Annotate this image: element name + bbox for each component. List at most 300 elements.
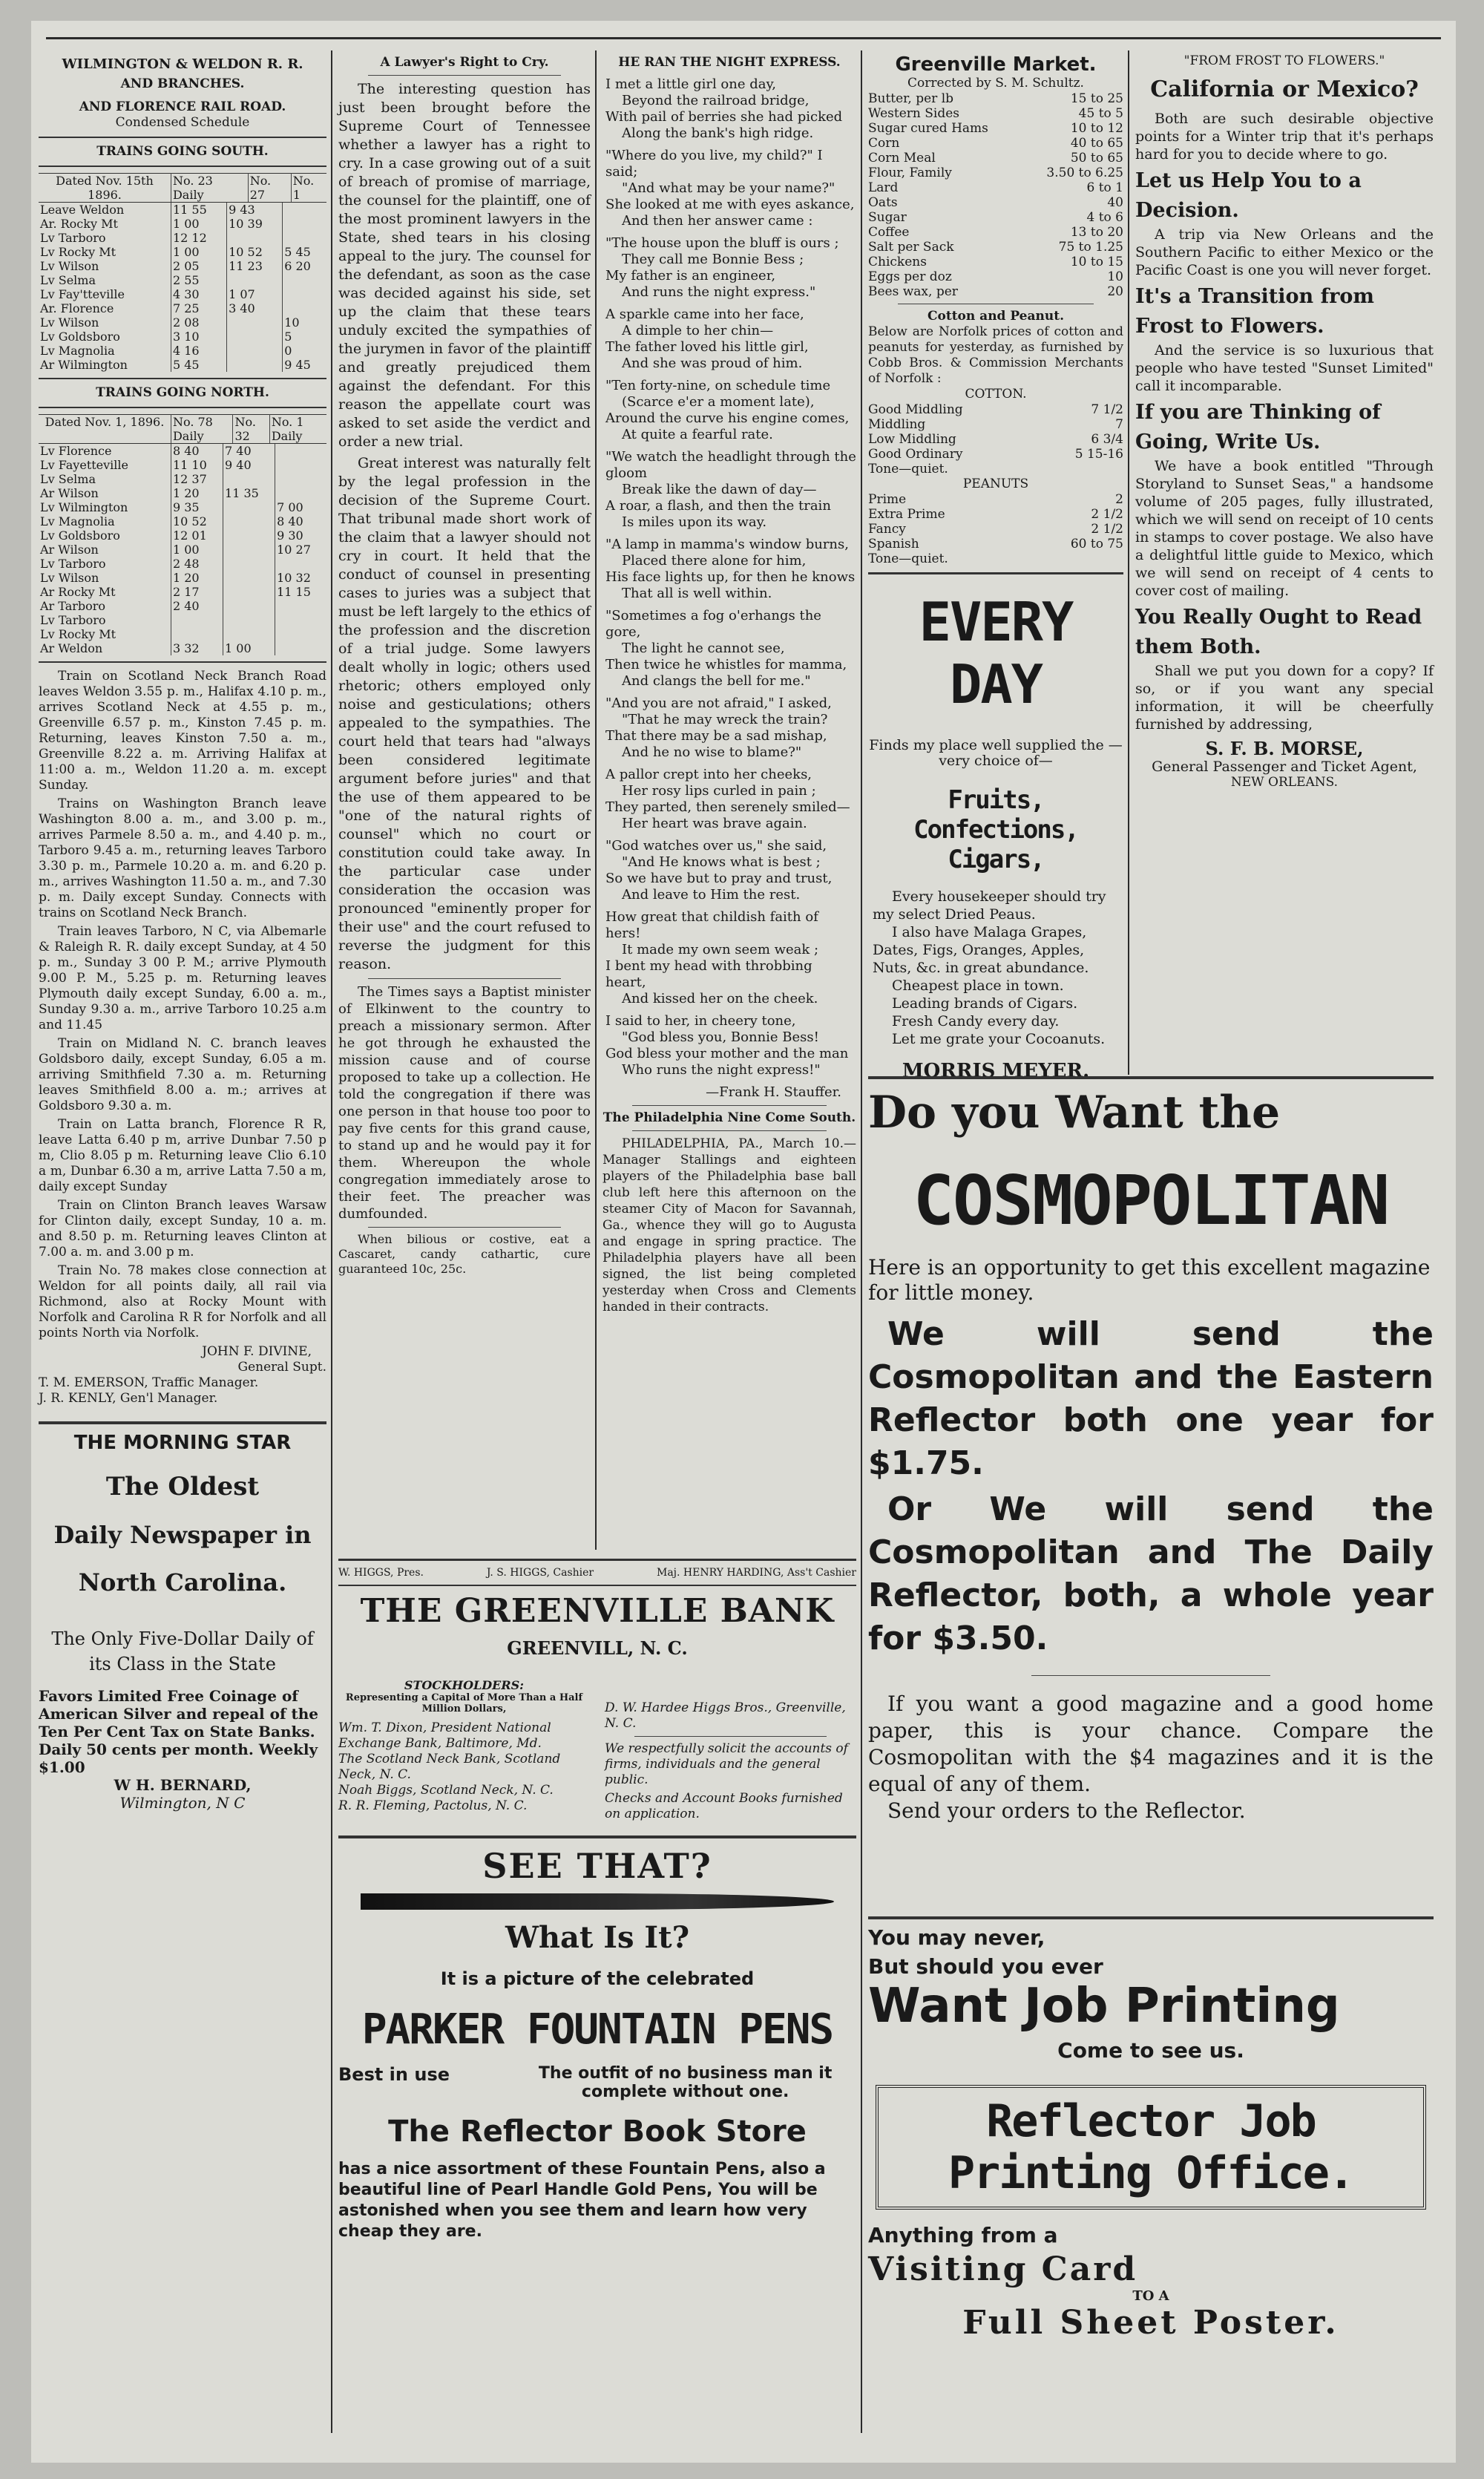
poem-stanza [605,537,856,602]
table-cell [283,231,326,245]
phila-title: The Philadelphia Nine Come South. [603,1110,856,1125]
job-visiting: Visiting Card [868,2250,1138,2288]
price-row [868,210,1123,225]
price-value: 6 to 1 [1086,180,1123,195]
price-row [868,121,1123,136]
table-cell: 10 27 [277,543,311,557]
table-cell: 10 32 [277,571,311,585]
price-item: Salt per Sack [868,240,954,255]
train-notes [39,669,326,1341]
table-cell: 8 40 [277,514,303,528]
poem-line: "We watch the headlight through the gloom [605,449,856,481]
peanut-prices [868,492,1123,566]
sig-divine: JOHN F. DIVINE, [202,1344,312,1359]
price-value: 45 to 5 [1078,106,1123,121]
price-value: 60 to 75 [1070,537,1123,551]
poem [603,76,856,1078]
table-cell: Ar Wilson [39,543,171,557]
table-cell: Lv Wilson [39,315,171,330]
table-cell: Lv Tarboro [39,613,171,627]
meyer-line: Every housekeeper should try my select Dried Peaus. [873,888,1106,923]
cotton-title: Cotton and Peanut. [927,309,1065,324]
table-cell: Ar. Rocky Mt [39,217,171,231]
north-dated: Dated Nov. 1, 1896. [39,415,171,444]
table-row [39,330,326,344]
table-cell [227,330,283,344]
price-item: Sugar cured Hams [868,121,988,136]
poem-line: "God watches over us," she said, [605,838,827,854]
bank-cashier: J. S. HIGGS, Cashier [486,1567,594,1579]
price-item: Tone—quiet. [868,551,948,566]
price-row [868,225,1123,240]
poem-line: Placed there alone for him, [622,553,807,569]
price-row [868,432,1123,447]
poem-line: I met a little girl one day, [605,76,776,92]
market-title: Greenville Market. [895,53,1097,76]
job-should-you: But should you ever [868,1954,1103,1979]
table-cell: 0 [284,344,292,358]
sp-text-4: We have a book entitled "Through Storyland to Sunset Seas," a handsome volume of 205 pages, fully illustrated, which we will send on receipt of 10 cents in stamps to cover postage. We also have a delightful little guide to Mexico, which we will send on receipt of 4 cents to cover cost of mailing. [1135,458,1434,599]
meyer-line: Cheapest place in town. [892,977,1064,994]
table-cell: Leave Weldon [39,203,171,217]
poem-line: "Where do you live, my child?" I said; [605,148,823,180]
price-value: 5 15-16 [1074,447,1123,462]
poem-stanza [605,608,856,690]
price-item: Coffee [868,225,910,240]
market-column [868,50,1123,1082]
store-text: has a nice assortment of these Fountain Pens, also a beautiful line of Pearl Handle Gold Pens, You will be astonished when you see them and learn how very cheap they are. [338,2160,826,2241]
table-cell [227,358,283,372]
table-cell: Ar Tarboro [39,599,171,613]
table-row [39,528,326,543]
job-want: Want Job Printing [868,1979,1340,2034]
best-in-use: Best in use [338,2064,450,2085]
price-row [868,180,1123,195]
table-cell: Lv Selma [39,273,171,287]
lawyer-p1: The interesting question has just been brought before the Supreme Court of Tennessee whether a lawyer has a right to cry. In a case growing out of a suit of breach of promise of marriage, the counsel for the plaintiff, one of the most prominent lawyers in the State, shed tears in his closing appeal to the jury. The counsel for the defendant, as soon as the case was decided against his side, set up the claim that these tears unduly excited the sympathies of the jurymen in favor of the plaintiff and greatly prejudiced them against the defendant. For this reason the appellate court was asked to set aside the verdict and order a new trial. [338,81,591,450]
price-row [868,151,1123,166]
table-cell: 11 55 [171,203,226,217]
poem-line: His face lights up, for then he knows [605,569,856,585]
table-cell [223,613,275,627]
price-value: 50 to 65 [1070,151,1123,166]
table-cell: 11 23 [227,259,283,273]
california-mexico: California or Mexico? [1150,76,1419,102]
poem-line: Then twice he whistles for mamma, [605,657,847,672]
table-cell: 9 40 [223,458,275,472]
poem-stanza [605,76,856,142]
poem-line: (Scarce e'er a moment late), [622,394,815,410]
bank-capital: Representing a Capital of More Than a Half Million Dollars, [345,1692,583,1715]
poem-line: "A lamp in mamma's window burns, [605,537,849,552]
table-cell: 6 20 [284,259,311,273]
poem-stanza [605,767,856,832]
cascaret-ad: When bilious or costive, eat a Cascaret, candy cathartic, cure guaranteed 10c, 25c. [338,1232,591,1276]
poem-line: I said to her, in cheery tone, [605,1013,796,1029]
rr-sub: AND BRANCHES. [120,76,245,91]
outfit: The outfit of no business man it complete without one. [538,2064,833,2101]
table-cell: 10 39 [227,217,283,231]
star-five-dollar: The Only Five-Dollar Daily of its Class in the State [51,1628,314,1674]
bank-asst-cashier: Maj. HENRY HARDING, Ass't Cashier [657,1567,856,1579]
railroad-column [39,50,326,2433]
market-prices [868,91,1123,299]
price-value: 3.50 to 6.25 [1046,166,1123,180]
bank-holder: Wm. T. Dixon, President National Exchange Bank, Baltimore, Md. [338,1720,551,1751]
bank-right [605,1700,856,1822]
cosmo-p2: Send your orders to the Reflector. [887,1798,1246,1823]
bank-staff [338,1567,856,1579]
price-item: Eggs per doz [868,269,952,284]
bank-name: THE GREENVILLE BANK [360,1592,835,1630]
table-cell [223,472,275,486]
poem-line: And she was proud of him. [622,356,803,371]
table-cell: Lv Tarboro [39,557,171,571]
poem-line: And leave to Him the rest. [622,887,801,903]
bank-holder: D. W. Hardee Higgs Bros., Greenville, N. C. [605,1700,846,1731]
column-rule [595,50,597,1550]
bank-left [338,1678,590,1822]
table-cell [223,557,275,571]
poem-line: A dimple to her chin— [622,323,774,338]
table-cell: 7 00 [277,500,303,514]
poem-line: The light he cannot see, [622,641,785,656]
table-cell [275,472,326,486]
poem-line: "And what may be your name?" [622,180,835,196]
star-oldest: The Oldest [105,1472,260,1502]
job-come-see: Come to see us. [1057,2038,1244,2063]
bank-president: W. HIGGS, Pres. [338,1567,424,1579]
poem-title: HE RAN THE NIGHT EXPRESS. [618,55,841,70]
table-cell: 2 40 [171,599,223,613]
table-cell: Lv Magnolia [39,514,171,528]
table-cell: Lv Fay'tteville [39,287,171,301]
table-cell: Lv Wilmington [39,500,171,514]
bank-solicit: We respectfully solicit the accounts of firms, individuals and the general public. [605,1741,848,1787]
poem-line: That all is well within. [622,586,772,601]
train-note: Train No. 78 makes close connection at Weldon for all points daily, all rail via Richmond, also at Rocky Mount with Norfolk and Carolina R R for Norfolk and all points North via Norfolk. [39,1263,326,1340]
table-cell [223,514,275,528]
star-sig: W H. BERNARD, [114,1776,252,1794]
peanut-head: PEANUTS [962,477,1029,491]
poem-stanza [605,235,856,301]
job-may-never: You may never, [868,1925,1045,1950]
south-table: Dated Nov. 15th 1896. No. 23 Daily No. 27 No. 1 [39,173,326,203]
poem-line: They parted, then serenely smiled— [605,799,850,815]
poem-line: "And He knows what is best ; [622,854,821,870]
price-row [868,551,1123,566]
price-value: 40 to 65 [1070,136,1123,151]
table-row [39,273,326,287]
bank-checks: Checks and Account Books furnished on application. [605,1791,843,1821]
poem-line: And clangs the bell for me." [622,673,811,689]
table-cell: 11 10 [171,458,223,472]
table-cell: Ar Wilmington [39,358,171,372]
meyer-line: Let me grate your Cocoanuts. [892,1031,1106,1047]
poem-stanza [605,378,856,443]
poem-stanza [605,695,856,761]
price-value: 7 [1115,417,1123,432]
table-cell: Ar. Florence [39,301,171,315]
price-item: Good Ordinary [868,447,963,462]
poem-line: It made my own seem weak ; [622,942,819,957]
meyer-line: Fresh Candy every day. [892,1013,1060,1029]
see-that: SEE THAT? [482,1846,712,1886]
lawyer-column [338,50,591,1520]
table-row [39,315,326,330]
cotton-head: COTTON. [965,387,1027,402]
star-nc: North Carolina. [78,1568,287,1597]
table-cell: 1 20 [171,486,223,500]
table-cell [283,287,326,301]
north-table: Dated Nov. 1, 1896. No. 78 Daily No. 32 No. 1 Daily [39,414,326,444]
price-item: Oats [868,195,898,210]
price-item: Middling [868,417,926,432]
morse: S. F. B. MORSE, [1205,738,1364,759]
table-cell [227,231,283,245]
table-cell [275,486,326,500]
price-value: 75 to 1.25 [1058,240,1123,255]
table-cell: 1 00 [171,245,226,259]
fountain-pen-illustration [361,1893,834,1910]
price-item: Spanish [868,537,919,551]
bank-holder: Noah Biggs, Scotland Neck, N. C. [338,1783,554,1798]
price-row [868,284,1123,299]
morris-meyer: MORRIS MEYER. [902,1060,1090,1082]
table-cell: 3 10 [171,330,226,344]
table-cell: 3 40 [227,301,283,315]
poem-line: A roar, a flash, and then the train [605,498,831,514]
price-value: 10 to 15 [1070,255,1123,269]
price-row [868,255,1123,269]
bank-pen-section [338,1559,856,2433]
price-row [868,195,1123,210]
sp-text-3: And the service is so luxurious that people who have tested "Sunset Limited" call it incomparable. [1135,342,1434,394]
table-row [39,245,326,259]
table-cell: Ar Rocky Mt [39,585,171,599]
column-rule [331,50,332,2433]
star-loc: Wilmington, N C [119,1794,246,1812]
south-dated: Dated Nov. 15th 1896. [39,174,171,203]
poem-stanza [605,909,856,1007]
table-cell [227,273,283,287]
table-cell: Lv Wilson [39,571,171,585]
meyer-line: I also have Malaga Grapes, Dates, Figs, Oranges, Apples, Nuts, &c. in great abundance. [873,924,1089,976]
meyer-line: Leading brands of Cigars. [892,995,1078,1012]
poem-line: With pail of berries she had picked [605,109,843,125]
poem-stanza [605,1013,856,1078]
poem-line: And kissed her on the cheek. [622,991,818,1006]
price-row [868,447,1123,462]
price-row [868,166,1123,180]
table-cell: Lv Rocky Mt [39,627,171,641]
table-cell: 5 45 [284,245,311,259]
cosmo-offer-2: Or We will send the Cosmopolitan and The Daily Reflector, both, a whole year for $3.50. [868,1490,1434,1657]
poem-line: "Ten forty-nine, on schedule time [605,378,831,393]
table-cell: 9 45 [284,358,311,372]
table-cell: Lv Florence [39,444,171,458]
table-cell: Lv Rocky Mt [39,245,171,259]
table-row [39,571,326,585]
table-cell: Lv Magnolia [39,344,171,358]
table-cell [227,315,283,330]
rr-schedule: Condensed Schedule [115,115,250,130]
sig-divine-title: General Supt. [237,1360,326,1375]
table-row [39,486,326,500]
phila-text: PHILADELPHIA, PA., March 10.—Manager Stallings and eighteen players of the Philadelphia base ball club left here this afternoon on the steamer City of Macon for Savannah, Ga., whence they will go to Augusta and engage in spring practice. The Philadelphia players have all been signed, the list being completed yesterday when Cross and Clements handed in their contracts. [603,1136,856,1314]
column-rule [861,50,862,2433]
table-cell [275,557,326,571]
poem-line: Who runs the night express!" [622,1062,821,1078]
price-item: Good Middling [868,402,963,417]
poem-line: The father loved his little girl, [605,339,809,355]
poem-line: And he no wise to blame?" [622,744,802,760]
price-item: Bees wax, per [868,284,958,299]
newspaper-page [31,21,1456,2463]
table-row [39,472,326,486]
table-cell: 7 40 [223,444,275,458]
table-cell: Ar Wilson [39,486,171,500]
market-sub: Corrected by S. M. Schultz. [907,76,1084,91]
parker-pens: PARKER FOUNTAIN PENS [361,2005,833,2054]
price-row [868,91,1123,106]
table-row [39,259,326,273]
table-cell: 1 00 [171,217,226,231]
price-row [868,462,1123,477]
table-cell: 8 40 [171,444,223,458]
price-item: Flour, Family [868,166,952,180]
poem-line: That there may be a sad mishap, [605,728,827,744]
table-cell: 11 35 [223,486,275,500]
table-cell: Lv Goldsboro [39,528,171,543]
cotton-prices [868,402,1123,477]
table-cell: 1 00 [223,641,275,655]
poem-stanza [605,449,856,531]
fruits: Fruits, Confections, Cigars, [913,785,1078,874]
poem-line: She looked at me with eyes askance, [605,197,855,212]
poem-line: Her heart was brave again. [622,816,807,831]
table-cell: 5 [284,330,292,344]
table-cell: 2 17 [171,585,223,599]
table-cell [223,528,275,543]
poem-line: "The house upon the bluff is ours ; [605,235,839,251]
price-value: 10 [1107,269,1123,284]
table-row [39,444,326,458]
frost-flowers: "FROM FROST TO FLOWERS." [1183,53,1385,68]
table-cell: 12 01 [171,528,223,543]
top-rule [46,37,1441,39]
table-cell [171,627,223,641]
poem-line: And runs the night express." [622,284,816,300]
price-row [868,136,1123,151]
bank-holder: The Scotland Neck Bank, Scotland Neck, N. C. [338,1752,561,1782]
poem-line: "God bless you, Bonnie Bess! [622,1029,819,1045]
price-item: Lard [868,180,899,195]
job-full-sheet: Full Sheet Poster. [962,2304,1339,2342]
sp-text-5: Shall we put you down for a copy? If so, or if you want any special information, it will be cheerfully furnished by addressing, [1135,663,1434,733]
price-item: Fancy [868,522,906,537]
table-cell: Lv Wilson [39,259,171,273]
price-row [868,507,1123,522]
price-item: Western Sides [868,106,959,121]
find-place: Finds my place well supplied the —very choice of— [869,737,1123,769]
table-cell: 2 48 [171,557,223,571]
table-cell: 10 52 [171,514,223,528]
price-item: Sugar [868,210,907,225]
cosmo-opp: Here is an opportunity to get this excellent magazine for little money. [868,1255,1431,1305]
north-title: TRAINS GOING NORTH. [96,385,269,400]
poem-column [603,50,856,1520]
train-note: Train on Latta branch, Florence R R, leave Latta 6.40 p m, arrive Dunbar 7.50 p m, Clio 8.05 p m. Returning leave Clio 6.10 a m, Dunbar 6.30 a m, arrive Latta 7.50 a m, daily except Sunday [39,1117,326,1194]
every-day: EVERY DAY [919,591,1073,715]
poem-line: God bless your mother and the man [605,1046,849,1061]
table-cell: 11 15 [277,585,311,599]
poem-line: Her rosy lips curled in pain ; [622,783,816,799]
table-row [39,613,326,627]
price-value: 10 to 12 [1070,121,1123,136]
table-cell: 5 45 [171,358,226,372]
table-cell [275,613,326,627]
table-row [39,287,326,301]
table-cell [223,543,275,557]
sp-text-2: A trip via New Orleans and the Southern Pacific to either Mexico or the Pacific Coast is one you will never forget. [1135,226,1434,278]
price-row [868,417,1123,432]
table-row [39,231,326,245]
sp-text-1: Both are such desirable objective points for a Winter trip that it's perhaps hard for you to decide where to go. [1135,111,1434,163]
table-row [39,217,326,231]
price-item: Low Middling [868,432,956,447]
table-cell: 9 30 [277,528,303,543]
table-cell: 4 30 [171,287,226,301]
job-anything: Anything from a [868,2223,1058,2247]
cotton-text: Below are Norfolk prices of cotton and peanuts for yesterday, as furnished by Cobb Bros. & Commission Merchants of Norfolk : [868,324,1123,386]
bank-location: GREENVILL, N. C. [507,1637,688,1659]
table-row [39,203,326,217]
price-row [868,492,1123,507]
table-cell [275,458,326,472]
price-value: 15 to 25 [1070,91,1123,106]
rr-sub2: AND FLORENCE RAIL ROAD. [79,99,286,114]
price-item: Tone—quiet. [868,462,948,477]
train-note: Train on Scotland Neck Branch Road leaves Weldon 3.55 p. m., Halifax 4.10 p. m., arrives Scotland Neck at 4.55 p. m., Greenville 6.57 p. m., Kinston 7.45 p. m. Returning, leaves Kinston 7.50 a. m., Greenville 8.22 a. m. Arriving Halifax at 11:00 a. m., Weldon 11.20 a. m. except Sunday. [39,669,326,793]
table-row [39,641,326,655]
price-row [868,269,1123,284]
table-cell: 2 08 [171,315,226,330]
table-row [39,458,326,472]
price-item: Prime [868,492,907,507]
price-item: Extra Prime [868,507,945,522]
price-value [1037,462,1123,477]
sp-heading-2: It's a Transition from Frost to Flowers. [1135,285,1374,338]
poem-line: My father is an engineer, [605,268,776,284]
poem-line: "And you are not afraid," I asked, [605,695,832,711]
poem-line: Beyond the railroad bridge, [622,93,810,108]
table-cell [223,571,275,585]
north-rows [39,444,326,655]
table-cell [275,599,326,613]
sig-kenly: J. R. KENLY, Gen'l Manager. [39,1391,218,1406]
price-row [868,240,1123,255]
poem-line: They call me Bonnie Bess ; [622,252,804,267]
baptist-story: The Times says a Baptist minister of Elkinwent to the country to preach a missionary sermon. After he got through he exhausted the mission cause and of course proposed to take up a collection. He told the congregation if there was one person in that house too poor to pay five cents for this grand cause, to stand up and he would pay it for them. Whereupon the whole congregation immediately arose to their feet. The preacher was dumfounded. [338,984,591,1222]
table-cell: 2 05 [171,259,226,273]
morse-title: General Passenger and Ticket Agent, [1152,759,1417,775]
cosmopolitan-ad [868,1076,1434,1907]
table-cell [283,217,326,231]
what-is-it: What Is It? [505,1920,690,1955]
cosmo-name: COSMOPOLITAN [913,1161,1389,1240]
bank-stockholders: STOCKHOLDERS: [404,1678,525,1692]
